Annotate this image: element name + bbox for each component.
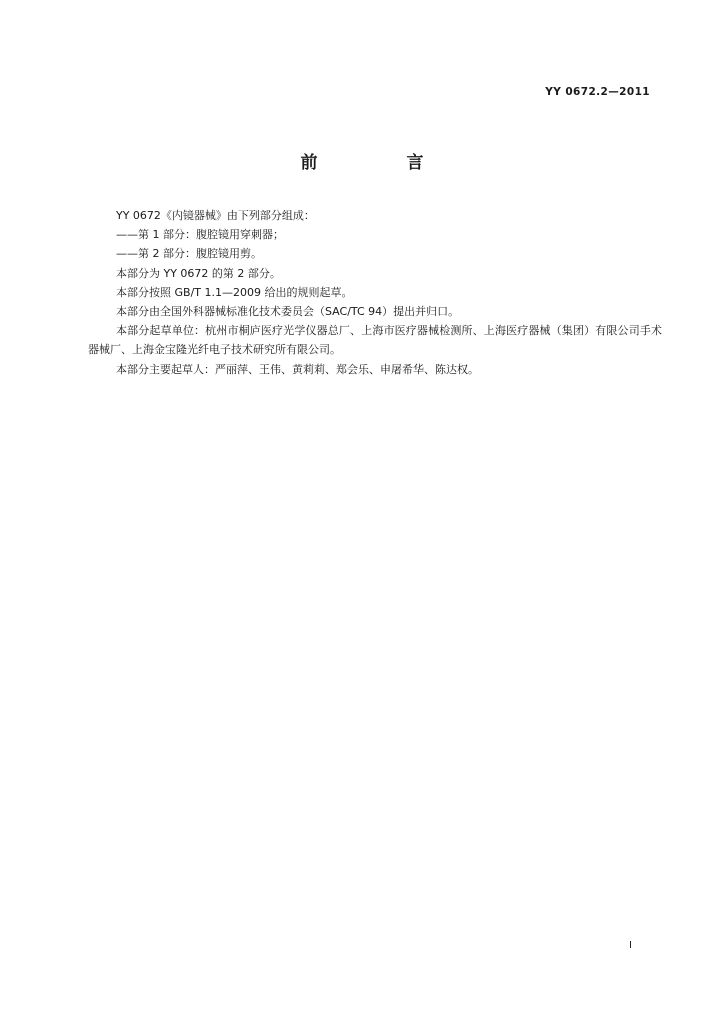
foreword-line-drafting-units: 本部分起草单位：杭州市桐庐医疗光学仪器总厂、上海市医疗器械检测所、上海医疗器械（集团）有限公司手术器械厂、上海金宝隆光纤电子技术研究所有限公司。: [88, 324, 662, 357]
foreword-line-this-part: 本部分为 YY 0672 的第 2 部分。: [116, 266, 281, 280]
foreword-line-part2: ——第 2 部分：腹腔镜用剪。: [116, 247, 262, 261]
foreword-line-part1: ——第 1 部分：腹腔镜用穿刺器；: [116, 228, 284, 242]
standard-code: YY 0672.2—2011: [545, 86, 650, 98]
foreword-body: [88, 206, 662, 379]
page-number: I: [629, 940, 632, 951]
foreword-line-drafters: 本部分主要起草人：严丽萍、王伟、黄莉莉、郑会乐、申屠希华、陈达权。: [116, 362, 479, 376]
foreword-line-drafting-rules: 本部分按照 GB/T 1.1—2009 给出的规则起草。: [116, 285, 353, 299]
page-title: 前 言: [300, 153, 460, 173]
foreword-line-composition: YY 0672《内镜器械》由下列部分组成：: [116, 209, 315, 222]
foreword-line-proposed-by: 本部分由全国外科器械标准化技术委员会（SAC/TC 94）提出并归口。: [116, 305, 460, 319]
